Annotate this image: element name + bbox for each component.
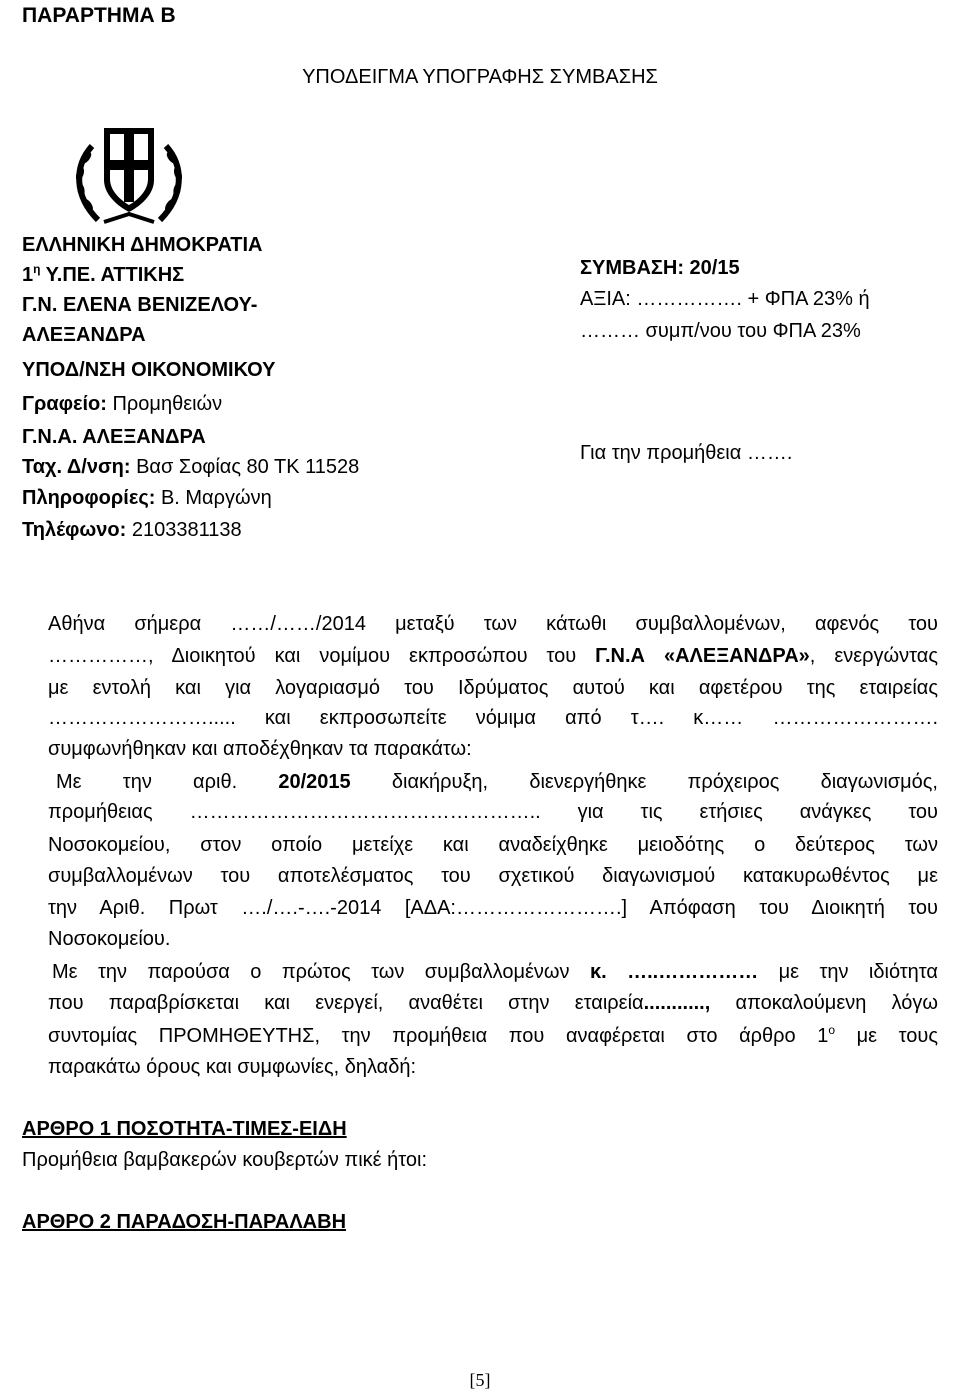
body-p3-line2: που παραβρίσκεται και ενεργεί, αναθέτει στην εταιρεία..........., αποκαλούμενη λόγω xyxy=(48,992,939,1014)
article1-heading: ΑΡΘΡΟ 1 ΠΟΣΟΤΗΤΑ-ΤΙΜΕΣ-ΕΙΔΗ xyxy=(22,1118,347,1140)
contract-value: ΑΞΙΑ: ……………. + ΦΠΑ 23% ή xyxy=(580,288,870,310)
article2-heading: ΑΡΘΡΟ 2 ΠΑΡΑΔΟΣΗ-ΠΑΡΑΛΑΒΗ xyxy=(22,1211,347,1233)
body-p2-line4: συμβαλλομένων του αποτελέσματος του σχετικού διαγωνισμού κατακυρωθέντος με xyxy=(48,865,938,887)
page-number: [5] xyxy=(469,1370,491,1390)
body-p1-line3: με εντολή και για λογαριασμό του Ιδρύματος αυτού και αφετέρου της εταιρείας xyxy=(48,677,938,699)
header-health-region: $1^\eta$ Υ.ΠΕ. ΑΤΤΙΚΗΣ xyxy=(22,262,185,286)
body-p1-line5: συμφωνήθηκαν και αποδέχθηκαν τα παρακάτω: xyxy=(48,738,472,760)
body-p3-line4: παρακάτω όρους και συμφωνίες, δηλαδή: xyxy=(48,1056,417,1078)
header-hospital-line1: Γ.Ν. ΕΛΕΝΑ ΒΕΝΙΖΕΛΟΥ- xyxy=(22,294,258,316)
greek-coat-of-arms-icon xyxy=(68,122,190,232)
header-hospital-line2: ΑΛΕΞΑΝΔΡΑ xyxy=(22,324,146,346)
header-address: Ταχ. Δ/νση: Βασ Σοφίας 80 ΤΚ 11528 xyxy=(22,456,360,478)
body-p2-line2: προμήθειας …………………………………………….. για τις ετήσιες ανάγκες του xyxy=(48,801,938,823)
header-contact-person: Πληροφορίες: Β. Μαργώνη xyxy=(22,487,272,509)
body-p2-line3: Νοσοκομείου, στον οποίο μετείχε και αναδείχθηκε μειοδότης ο δεύτερος των xyxy=(48,834,938,856)
contract-number: ΣΥΜΒΑΣΗ: 20/15 xyxy=(580,257,740,279)
header-office: Γραφείο: Προμηθειών xyxy=(22,393,223,415)
body-p1-line4: ……………………..... και εκπροσωπείτε νόμιμα από τ…. κ…… ……………………. xyxy=(48,707,938,729)
body-p2-line5: την Αριθ. Πρωτ …./….-….-2014 [ΑΔΑ:…………………….] Απόφαση του Διοικητή του xyxy=(48,897,938,919)
body-p1-line1: Αθήνα σήμερα ……/……/2014 μεταξύ των κάτωθι συμβαλλομένων, αφενός του xyxy=(48,613,938,635)
body-p1-line2: ……………, Διοικητού και νομίμου εκπροσώπου του Γ.Ν.Α «ΑΛΕΞΑΝΔΡΑ», ενεργώντας xyxy=(48,645,938,667)
body-p2-line6: Νοσοκομείου. xyxy=(48,928,171,950)
annex-title: ΠΑΡΑΡΤΗΜΑ Β xyxy=(22,4,176,27)
article1-text: Προμήθεια βαμβακερών κουβερτών πικέ ήτοι: xyxy=(22,1149,428,1171)
header-hospital-abbrev: Γ.Ν.Α. ΑΛΕΞΑΝΔΡΑ xyxy=(22,426,206,448)
header-country: ΕΛΛΗΝΙΚΗ ΔΗΜΟΚΡΑΤΙΑ xyxy=(22,234,263,256)
document-title: ΥΠΟΔΕΙΓΜΑ ΥΠΟΓΡΑΦΗΣ ΣΥΜΒΑΣΗΣ xyxy=(302,66,658,88)
header-phone: Τηλέφωνο: 2103381138 xyxy=(22,519,242,541)
body-p3-line3: συντομίας ΠΡΟΜΗΘΕΥΤΗΣ, την προμήθεια που αναφέρεται στο άρθρο $1^o$ με τους xyxy=(48,1023,938,1047)
body-p2-line1: Με την αριθ. 20/2015 διακήρυξη, διενεργήθηκε πρόχειρος διαγωνισμός, xyxy=(56,771,938,793)
contract-supply: Για την προμήθεια ……. xyxy=(580,442,793,464)
contract-vat: ……… συμπ/νου του ΦΠΑ 23% xyxy=(580,320,861,342)
header-department: ΥΠΟΔ/ΝΣΗ ΟΙΚΟΝΟΜΙΚΟΥ xyxy=(22,359,276,381)
body-p3-line1: Με την παρούσα ο πρώτος των συμβαλλομένων κ. …..…………… με την ιδιότητα xyxy=(52,961,938,983)
